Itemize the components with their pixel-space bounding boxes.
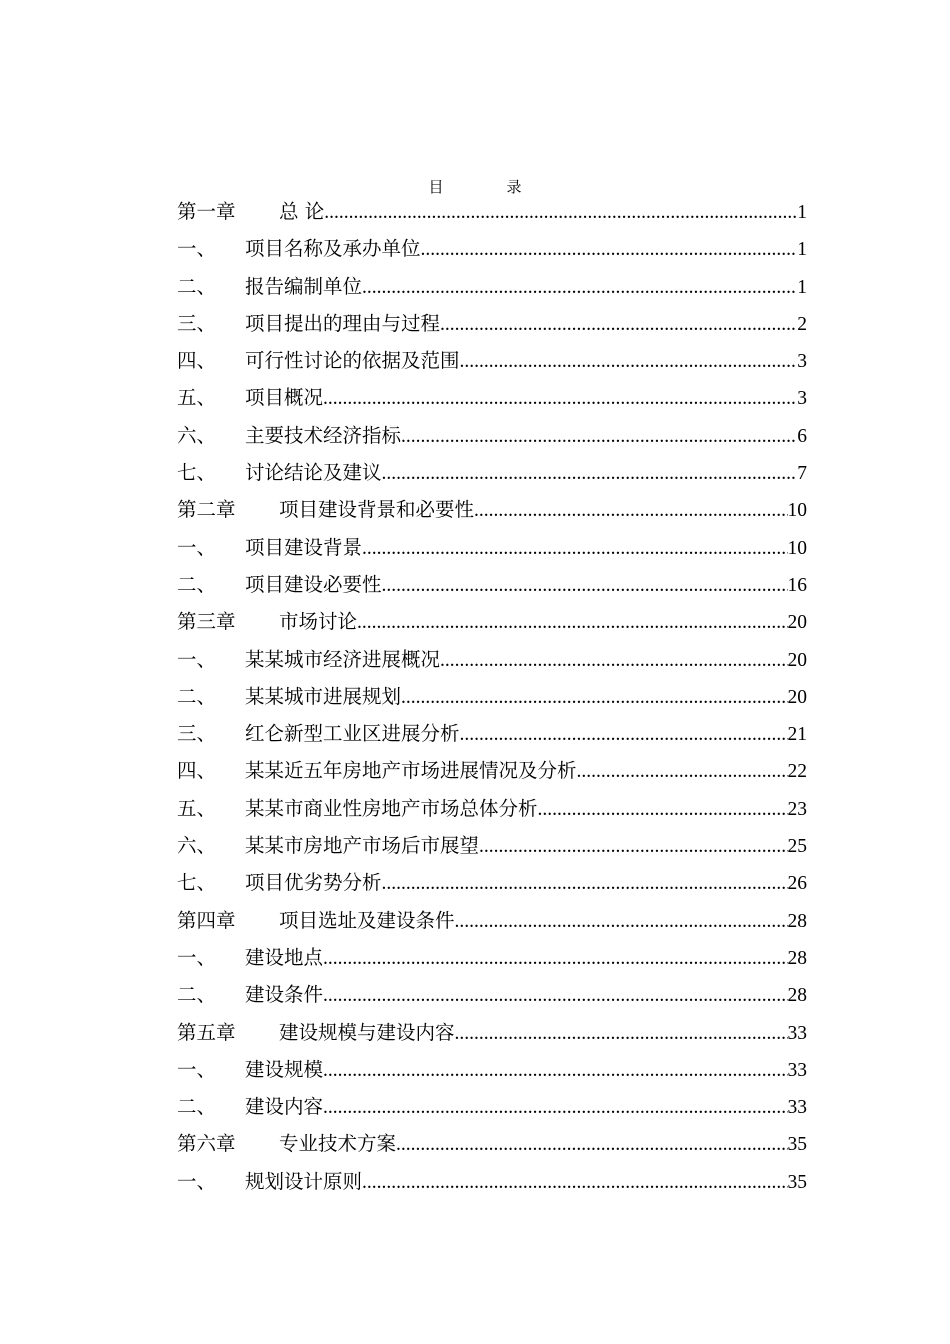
toc-entry-title: 专业技术方案 <box>279 1132 397 1156</box>
toc-chapter-entry[interactable] <box>177 603 807 640</box>
toc-list <box>177 193 807 1200</box>
toc-dot-leader <box>324 194 797 230</box>
toc-dot-leader <box>323 977 787 1013</box>
toc-entry-page-number: 7 <box>797 463 807 485</box>
toc-dot-leader <box>362 269 797 305</box>
toc-section-entry[interactable] <box>177 976 807 1013</box>
toc-section-entry[interactable] <box>177 268 807 305</box>
toc-entry-number: 一、 <box>177 237 217 261</box>
toc-entry-number: 三、 <box>177 722 217 746</box>
toc-entry-page-number: 6 <box>797 425 807 447</box>
toc-entry-page-number: 1 <box>797 239 807 261</box>
toc-dot-leader <box>460 716 788 752</box>
toc-dot-leader <box>396 1126 787 1162</box>
toc-dot-leader <box>323 1089 787 1125</box>
toc-entry-number: 一、 <box>177 945 217 969</box>
toc-section-entry[interactable] <box>177 1163 807 1200</box>
toc-entry-title: 项目建设背景和必要性 <box>279 498 475 522</box>
toc-entry-title: 某某近五年房地产市场进展情况及分析 <box>245 759 577 783</box>
toc-entry-title: 项目优劣势分析 <box>245 871 382 895</box>
toc-section-entry[interactable] <box>177 379 807 416</box>
toc-section-entry[interactable] <box>177 827 807 864</box>
toc-dot-leader <box>362 530 787 566</box>
toc-entry-number: 四、 <box>177 349 217 373</box>
toc-chapter-entry[interactable] <box>177 193 807 230</box>
toc-entry-number: 二、 <box>177 684 217 708</box>
toc-entry-title: 某某城市经济进展概况 <box>245 647 441 671</box>
toc-entry-number: 第二章 <box>177 498 236 522</box>
toc-section-entry[interactable] <box>177 641 807 678</box>
toc-entry-number: 二、 <box>177 274 217 298</box>
toc-entry-title: 某某城市进展规划 <box>245 684 402 708</box>
toc-entry-title: 某某市房地产市场后市展望 <box>245 834 480 858</box>
toc-entry-number: 六、 <box>177 423 217 447</box>
toc-entry-title: 可行性讨论的依据及范围 <box>245 349 460 373</box>
toc-entry-page-number: 28 <box>787 985 807 1007</box>
toc-dot-leader <box>382 865 788 901</box>
toc-dot-leader <box>440 306 797 342</box>
toc-section-entry[interactable] <box>177 864 807 901</box>
toc-dot-leader <box>323 940 787 976</box>
toc-entry-page-number: 20 <box>787 686 807 708</box>
toc-entry-number: 六、 <box>177 834 217 858</box>
toc-dot-leader <box>357 604 787 640</box>
toc-entry-number: 二、 <box>177 1095 217 1119</box>
toc-section-entry[interactable] <box>177 715 807 752</box>
toc-title: 目 录 <box>428 178 546 196</box>
toc-entry-page-number: 20 <box>787 649 807 671</box>
toc-entry-page-number: 33 <box>787 1022 807 1044</box>
toc-entry-page-number: 20 <box>787 612 807 634</box>
toc-dot-leader <box>474 492 787 528</box>
toc-entry-title: 市场讨论 <box>279 610 358 634</box>
toc-entry-number: 第三章 <box>177 610 236 634</box>
toc-dot-leader <box>323 380 797 416</box>
toc-section-entry[interactable] <box>177 529 807 566</box>
toc-entry-title: 项目选址及建设条件 <box>279 908 455 932</box>
toc-entry-title: 红仑新型工业区进展分析 <box>245 722 460 746</box>
toc-dot-leader <box>479 828 787 864</box>
toc-section-entry[interactable] <box>177 752 807 789</box>
toc-chapter-entry[interactable] <box>177 1014 807 1051</box>
toc-entry-page-number: 3 <box>797 351 807 373</box>
toc-section-entry[interactable] <box>177 790 807 827</box>
toc-dot-leader <box>362 1164 787 1200</box>
toc-entry-page-number: 25 <box>787 836 807 858</box>
toc-entry-number: 一、 <box>177 535 217 559</box>
toc-entry-page-number: 1 <box>797 276 807 298</box>
toc-entry-number: 一、 <box>177 1057 217 1081</box>
toc-chapter-entry[interactable] <box>177 902 807 939</box>
toc-section-entry[interactable] <box>177 566 807 603</box>
toc-entry-title: 项目提出的理由与过程 <box>245 311 441 335</box>
toc-entry-number: 第四章 <box>177 908 236 932</box>
toc-entry-number: 一、 <box>177 647 217 671</box>
toc-section-entry[interactable] <box>177 939 807 976</box>
toc-section-entry[interactable] <box>177 1051 807 1088</box>
toc-dot-leader <box>455 1015 788 1051</box>
toc-entry-page-number: 16 <box>787 574 807 596</box>
toc-entry-page-number: 35 <box>787 1171 807 1193</box>
toc-section-entry[interactable] <box>177 305 807 342</box>
toc-entry-title: 项目建设背景 <box>245 535 363 559</box>
toc-entry-title: 建设规模与建设内容 <box>279 1020 455 1044</box>
toc-entry-title: 某某市商业性房地产市场总体分析 <box>245 796 538 820</box>
toc-entry-number: 五、 <box>177 796 217 820</box>
toc-entry-number: 四、 <box>177 759 217 783</box>
toc-entry-title: 项目概况 <box>245 386 324 410</box>
toc-entry-number: 第六章 <box>177 1132 236 1156</box>
toc-dot-leader <box>401 679 787 715</box>
toc-entry-page-number: 23 <box>787 798 807 820</box>
toc-dot-leader <box>455 903 788 939</box>
toc-dot-leader <box>440 642 787 678</box>
toc-entry-title: 建设规模 <box>245 1057 324 1081</box>
toc-entry-page-number: 1 <box>797 202 807 223</box>
toc-entry-title: 项目建设必要性 <box>245 572 382 596</box>
toc-entry-title: 建设地点 <box>245 945 324 969</box>
toc-entry-title: 主要技术经济指标 <box>245 423 402 447</box>
toc-entry-page-number: 33 <box>787 1059 807 1081</box>
toc-dot-leader <box>401 418 797 454</box>
toc-entry-page-number: 28 <box>787 910 807 932</box>
toc-entry-title: 项目名称及承办单位 <box>245 237 421 261</box>
toc-entry-number: 第五章 <box>177 1020 236 1044</box>
toc-entry-title: 建设内容 <box>245 1095 324 1119</box>
toc-entry-number: 七、 <box>177 871 217 895</box>
toc-entry-page-number: 21 <box>787 724 807 746</box>
toc-entry-title: 建设条件 <box>245 983 324 1007</box>
toc-entry-page-number: 3 <box>797 388 807 410</box>
toc-entry-title: 总 论 <box>279 200 325 223</box>
toc-dot-leader <box>421 231 798 267</box>
toc-entry-page-number: 10 <box>787 537 807 559</box>
toc-entry-page-number: 2 <box>797 313 807 335</box>
toc-dot-leader <box>323 1052 787 1088</box>
toc-entry-title: 报告编制单位 <box>245 274 363 298</box>
toc-entry-number: 二、 <box>177 572 217 596</box>
toc-entry-number: 七、 <box>177 461 217 485</box>
toc-entry-title: 规划设计原则 <box>245 1169 363 1193</box>
toc-entry-number: 二、 <box>177 983 217 1007</box>
toc-entry-number: 第一章 <box>177 200 236 223</box>
toc-section-entry[interactable] <box>177 1088 807 1125</box>
toc-entry-title: 讨论结论及建议 <box>245 461 382 485</box>
toc-dot-leader <box>538 791 788 827</box>
toc-dot-leader <box>577 753 788 789</box>
toc-dot-leader <box>460 343 798 379</box>
toc-entry-page-number: 10 <box>787 500 807 522</box>
toc-chapter-entry[interactable] <box>177 491 807 528</box>
toc-chapter-entry[interactable] <box>177 1125 807 1162</box>
toc-section-entry[interactable] <box>177 454 807 491</box>
toc-section-entry[interactable] <box>177 230 807 267</box>
toc-entry-page-number: 33 <box>787 1097 807 1119</box>
toc-entry-number: 三、 <box>177 311 217 335</box>
toc-section-entry[interactable] <box>177 342 807 379</box>
toc-section-entry[interactable] <box>177 417 807 454</box>
toc-entry-number: 五、 <box>177 386 217 410</box>
toc-entry-page-number: 22 <box>787 761 807 783</box>
toc-entry-page-number: 28 <box>787 947 807 969</box>
toc-dot-leader <box>382 567 788 603</box>
toc-entry-page-number: 35 <box>787 1134 807 1156</box>
toc-section-entry[interactable] <box>177 678 807 715</box>
toc-entry-number: 一、 <box>177 1169 217 1193</box>
toc-dot-leader <box>382 455 798 491</box>
toc-entry-page-number: 26 <box>787 873 807 895</box>
